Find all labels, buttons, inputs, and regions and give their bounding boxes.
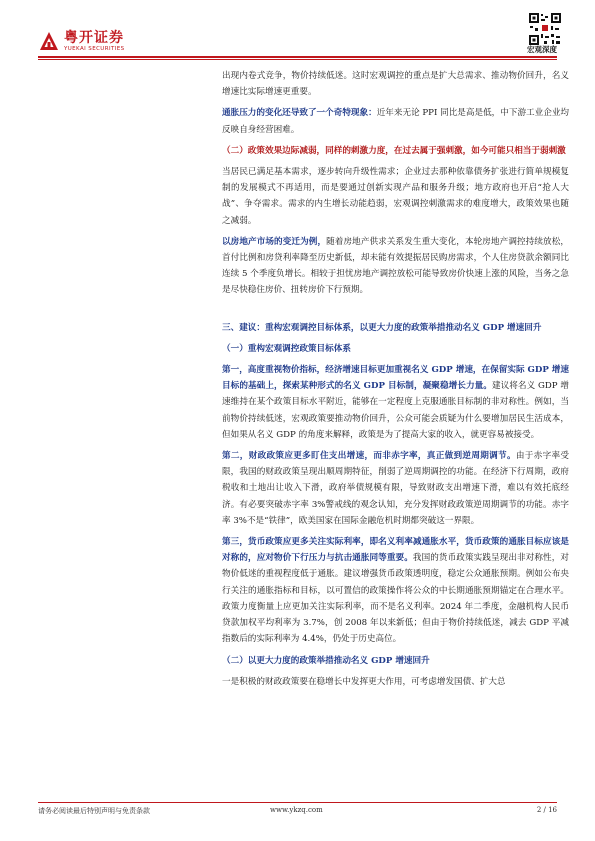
paragraph-body: 随着房地产供求关系发生重大变化，本轮房地产调控持续放松，首付比例和房贷利率降至历史新低，却未能有效提振居民购房需求，个人住房贷款余额同比连续 5 个季度负增长。相较于担忧房地产调控放松可能导致房价快速上涨的风险，当务之急是尽快稳住房价、扭转房价下行预期。 [222,236,569,296]
document-type-label: 宏观深度 [527,45,557,54]
spacer [222,304,569,320]
footer-divider [38,802,557,803]
paragraph [222,362,569,443]
paragraph [222,234,569,299]
paragraph-lead: 以房地产市场的变迁为例， [222,236,327,247]
paragraph-lead: 第二，财政政策应更多盯住支出增速，而非赤字率，真正做到逆周期调节。 [222,451,516,462]
paragraph [222,534,569,647]
footer-website-link[interactable]: www.ykzq.com [270,806,323,814]
company-name-en: YUEKAI SECURITIES [64,46,125,52]
paragraph-body: 近年来无论 PPI 同比是高是低，中下游工业企业均反映自身经营困难。 [222,108,570,135]
company-name-cn: 粤开证券 [64,30,124,46]
section-subheading: （二）政策效果边际减弱，同样的刺激力度，在过去属于强刺激，如今可能只相当于弱刺激 [222,145,566,156]
header-divider-thin [38,59,557,60]
qr-code-icon [528,12,562,46]
paragraph: 出现内卷式竞争，物价持续低迷。这时宏观调控的重点是扩大总需求、推动物价回升，名义增速比实际增速更重要。 [222,71,569,98]
paragraph [222,448,569,529]
section-subheading: （二）以更大力度的政策举措推动名义 GDP 增速回升 [222,655,430,666]
page-number: 2 / 16 [536,806,557,814]
paragraph-body: 我国的货币政策实践呈现出非对称性，对物价低迷的重视程度低于通胀。建议增强货币政策透明度，稳定公众通胀预期。例如公布央行关注的通胀指标和目标，以可置信的政策操作将公众的中长期通胀预期锚定在合理水平。政策力度衡量上应更加关注实际利率，而不是名义利率。2024 年二季度，金融机构人民币贷款加权平均利率为 3.7%，创 2008 年以来新低；但由于物价持续低迷，减去 GDP 平减指数后的实际利率为 4.4%，仍处于历史高位。 [222,553,569,645]
paragraph-body: 建议将名义 GDP 增速维持在某个政策目标水平附近，能够在一定程度上克服通胀目标制的非对称性。例如，当前物价持续低迷，宏观政策要推动物价回升，公众可能会质疑为什么要增加居民生活成本，但如果从名义 GDP 的角度来解释，政策是为了提高大家的收入，就更容易被接受。 [222,381,569,440]
page-header [0,0,595,60]
paragraph-lead: 第一，高度重视物价指标，经济增速目标更加重视名义 GDP 增速，在保留实际 GDP 增速目标的基础上，探索某种形式的名义 GDP 目标制，凝聚稳增长力量。 [222,365,569,392]
logo-mark-icon [38,30,60,52]
company-logo [38,30,156,54]
section-subheading: （一）重构宏观调控政策目标体系 [222,343,351,354]
header-divider [38,56,557,58]
paragraph: 当居民已满足基本需求，逐步转向升级性需求；企业过去那种依靠债务扩张进行简单规模复制的发展模式不再适用，而是要通过创新实现产品和服务升级；地方政府也开启“抢人大战”、争夺需求。需求的内生增长动能趋弱，宏观调控刺激需求的难度增大，政策效果也随之减弱。 [222,167,569,226]
paragraph-lead: 通胀压力的变化还导致了一个奇特现象： [222,108,377,119]
main-content [222,68,569,695]
paragraph: 一是积极的财政政策要在稳增长中发挥更大作用，可考虑增发国债、扩大总 [222,676,506,687]
paragraph [222,105,569,137]
paragraph-lead: 第三，货币政策应更多关注实际利率，即名义利率减通胀水平，货币政策的通胀目标应该是对称的，应对物价下行压力与抗击通胀同等重要。 [222,537,569,564]
section-heading: 三、建议：重构宏观调控目标体系，以更大力度的政策举措推动名义 GDP 增速回升 [222,322,542,333]
footer-disclaimer: 请务必阅读最后特别声明与免责条款 [38,807,150,815]
paragraph-body: 由于赤字率受限，我国的财政政策呈现出顺周期特征，削弱了逆周期调控的功能。在经济下行周期，政府税收和土地出让收入下滑，政府举债规模有限，导致财政支出增速下滑，难以有效托底经济。有必要突破赤字率 3%警戒线的观念认知，充分发挥财政政策逆周期调节的功能。赤字率 3%不是“铁律”，欧美国家在国际金融危机时期都突破这一界限。 [222,451,569,526]
